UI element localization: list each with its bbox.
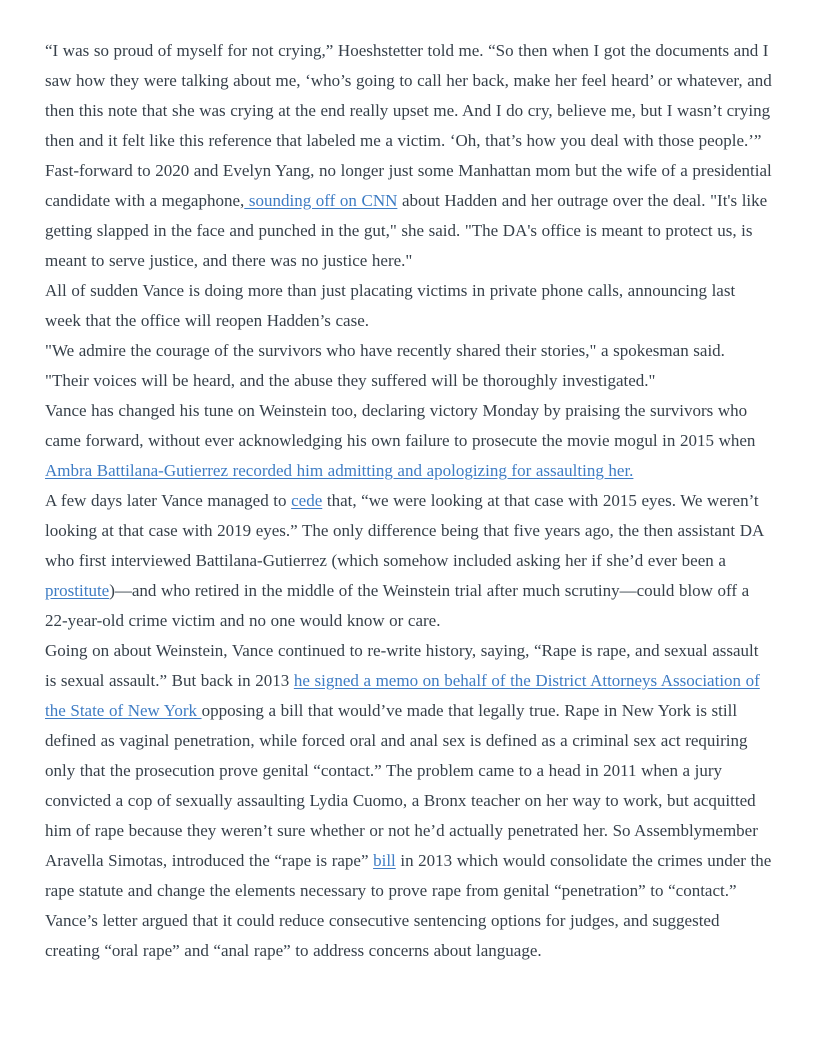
- paragraph-text: “I was so proud of myself for not crying,” Hoeshstetter told me. “So then when I got the documents and I saw how they were talking about me, ‘who’s going to call her back, make her feel heard’ or whatever, and then this note that she was crying at the end really upset me. And I do cry, believe me, but I wasn’t crying then and it felt like this reference that labeled me a victim. ‘Oh, that’s how you deal with those people.’”: [45, 41, 772, 150]
- paragraph-text: )—and who retired in the middle of the Weinstein trial after much scrutiny—could blow off a 22-year-old crime victim and no one would know or care.: [45, 581, 750, 630]
- paragraph-text: Going on about Weinstein, Vance continued to re-write history, saying, “Rape is rape, and sexual assault is sexual assault.” But back in 2013: [45, 641, 759, 690]
- link-bill[interactable]: bill: [373, 851, 396, 870]
- paragraph-5: [45, 396, 772, 486]
- paragraph-text: in 2013 which would consolidate the crimes under the rape statute and change the elements necessary to prove rape from genital “penetration” to “contact.” Vance’s letter argued that it could reduce consecutive sentencing options for judges, and suggested creating “oral rape” and “anal rape” to address concerns about language.: [45, 851, 772, 960]
- paragraph-text: Fast-forward to 2020 and Evelyn Yang, no longer just some Manhattan mom but the wife of a presidential candidate with a megaphone,: [45, 161, 772, 210]
- paragraph-text: All of sudden Vance is doing more than just placating victims in private phone calls, announcing last week that the office will reopen Hadden’s case.: [45, 281, 736, 330]
- paragraph-7: [45, 636, 772, 966]
- paragraph-text: opposing a bill that would’ve made that legally true. Rape in New York is still defined as vaginal penetration, while forced oral and anal sex is defined as a criminal sex act requiring only that the prosecution prove genital “contact.” The problem came to a head in 2011 when a jury convicted a cop of sexually assaulting Lydia Cuomo, a Bronx teacher on her way to work, but acquitted him of rape because they weren’t sure whether or not he’d actually penetrated her. So Assemblymember Aravella Simotas, introduced the “rape is rape”: [45, 701, 758, 870]
- paragraph-1: [45, 36, 772, 156]
- paragraph-text: Vance has changed his tune on Weinstein too, declaring victory Monday by praising the survivors who came forward, without ever acknowledging his own failure to prosecute the movie mogul in 2015 when: [45, 401, 756, 450]
- paragraph-2: [45, 156, 772, 276]
- paragraph-text: "We admire the courage of the survivors who have recently shared their stories," a spokesman said. "Their voices will be heard, and the abuse they suffered will be thoroughly investigated.": [45, 341, 725, 390]
- paragraph-text: about Hadden and her outrage over the deal. "It's like getting slapped in the face and punched in the gut," she said. "The DA's office is meant to protect us, is meant to serve justice, and there was no justice here.": [45, 191, 768, 270]
- link-cede[interactable]: cede: [291, 491, 323, 510]
- paragraph-text: A few days later Vance managed to: [45, 491, 292, 510]
- link-memo-district-attorneys[interactable]: he signed a memo on behalf of the District Attorneys Association of the State of New York: [45, 671, 760, 720]
- link-battilana-gutierrez-recording[interactable]: Ambra Battilana-Gutierrez recorded him admitting and apologizing for assaulting her.: [45, 461, 634, 480]
- link-sounding-off-on-cnn[interactable]: sounding off on CNN: [244, 191, 398, 210]
- article-body: [45, 36, 772, 966]
- paragraph-4: [45, 336, 772, 396]
- paragraph-6: [45, 486, 772, 636]
- paragraph-text: that, “we were looking at that case with 2015 eyes. We weren’t looking at that case with 2019 eyes.” The only difference being that five years ago, the then assistant DA who first interviewed Battilana-Gutierrez (which somehow included asking her if she’d ever been a: [45, 491, 764, 570]
- paragraph-3: [45, 276, 772, 336]
- link-prostitute[interactable]: prostitute: [45, 581, 110, 600]
